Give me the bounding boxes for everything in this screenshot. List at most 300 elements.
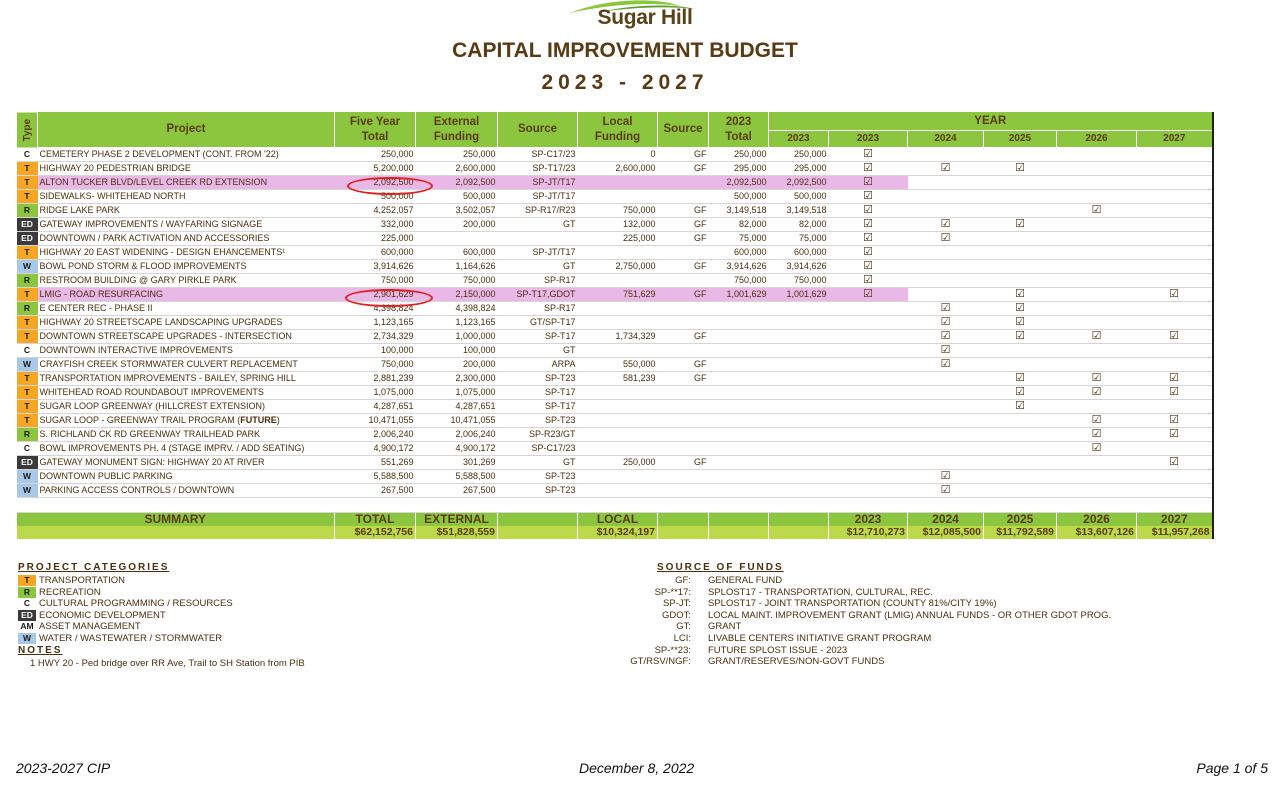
source-code: SP-R17/R23 xyxy=(498,204,578,218)
checkbox-2024 xyxy=(908,372,984,386)
external-funding: 1,075,000 xyxy=(416,386,498,400)
project-name: PARKING ACCESS CONTROLS / DOWNTOWN xyxy=(38,484,335,498)
summary-local-label: LOCAL xyxy=(578,513,658,527)
table-row xyxy=(17,162,1213,176)
summary-external-value: $51,828,559 xyxy=(416,526,498,539)
table-row xyxy=(17,218,1213,232)
local-funding: 132,000 xyxy=(578,218,658,232)
local-funding xyxy=(578,316,658,330)
checkbox-2024: ☑ xyxy=(908,358,984,372)
checkbox-2027: ☑ xyxy=(1137,386,1213,400)
summary-total-value: $62,152,756 xyxy=(335,526,416,539)
checkbox-2026 xyxy=(1057,358,1137,372)
external-funding: 2,150,000 xyxy=(416,288,498,302)
source-key: GT: xyxy=(676,621,691,633)
external-funding: 500,000 xyxy=(416,190,498,204)
external-funding: 2,006,240 xyxy=(416,428,498,442)
summary-2026-value: $13,607,126 xyxy=(1057,526,1137,539)
checkbox-2023 xyxy=(829,302,908,316)
source-header: Source xyxy=(498,112,578,148)
checkbox-2026: ☑ xyxy=(1057,442,1137,456)
table-row xyxy=(17,386,1213,400)
checkbox-2026 xyxy=(1057,232,1137,246)
table-row xyxy=(17,470,1213,484)
local-funding: 581,239 xyxy=(578,372,658,386)
checkbox-2026 xyxy=(1057,246,1137,260)
source-code: SP-T23 xyxy=(498,414,578,428)
checkbox-2026 xyxy=(1057,456,1137,470)
type-badge: T xyxy=(17,400,38,414)
project-name: DOWNTOWN / PARK ACTIVATION AND ACCESSORIES xyxy=(38,232,335,246)
total-2023 xyxy=(709,344,769,358)
header-row-top xyxy=(17,112,1213,131)
checkbox-2025: ☑ xyxy=(984,302,1057,316)
total-2023 xyxy=(709,400,769,414)
document-title: CAPITAL IMPROVEMENT BUDGET xyxy=(452,39,798,62)
total-2023 xyxy=(709,372,769,386)
checkbox-2026 xyxy=(1057,162,1137,176)
table-row xyxy=(17,484,1213,498)
type-badge: W xyxy=(17,470,38,484)
checkbox-2023: ☑ xyxy=(829,190,908,204)
five-year-total: 750,000 xyxy=(335,274,416,288)
local-funding: 1,734,329 xyxy=(578,330,658,344)
checkbox-2024: ☑ xyxy=(908,330,984,344)
project-name: ALTON TUCKER BLVD/LEVEL CREEK RD EXTENSION xyxy=(38,176,335,190)
source-code: GT xyxy=(498,456,578,470)
checkbox-2024 xyxy=(908,274,984,288)
summary-2025-label: 2025 xyxy=(984,513,1057,527)
checkbox-2023: ☑ xyxy=(829,288,908,302)
total-2023 xyxy=(709,358,769,372)
total-2023: 250,000 xyxy=(709,148,769,162)
source-code: GT xyxy=(498,344,578,358)
category-badge: T xyxy=(18,575,36,586)
external-funding: 3,502,057 xyxy=(416,204,498,218)
source-code: SP-C17/23 xyxy=(498,148,578,162)
category-label: TRANSPORTATION xyxy=(39,575,126,586)
local-source-code xyxy=(658,316,709,330)
local-source-code: GF xyxy=(658,358,709,372)
checkbox-2023: ☑ xyxy=(829,232,908,246)
checkbox-2026 xyxy=(1057,148,1137,162)
local-source-code xyxy=(658,176,709,190)
source-code: GT xyxy=(498,218,578,232)
project-name: E CENTER REC - PHASE II xyxy=(38,302,335,316)
source-code: SP-T17/23 xyxy=(498,162,578,176)
sub-2023-header: 2023 xyxy=(769,131,829,148)
checkbox-2027 xyxy=(1137,484,1213,498)
category-label: ASSET MANAGEMENT xyxy=(39,621,141,633)
checkbox-2025 xyxy=(984,442,1057,456)
source-description: LOCAL MAINT. IMPROVEMENT GRANT (LMIG) ANNUAL FUNDS - OR OTHER GDOT PROG. xyxy=(708,609,1112,621)
table-row xyxy=(17,176,1213,190)
checkbox-2023 xyxy=(829,414,908,428)
total-2023: 750,000 xyxy=(709,274,769,288)
year-2027-header: 2027 xyxy=(1137,131,1213,148)
source-code: SP-T17 xyxy=(498,330,578,344)
five-year-total-header: Five Year Total xyxy=(335,112,416,148)
total-2023: 3,914,626 xyxy=(709,260,769,274)
checkbox-2027 xyxy=(1137,204,1213,218)
local-funding: 225,000 xyxy=(578,232,658,246)
category-item xyxy=(18,598,233,609)
summary-2027-value: $11,957,268 xyxy=(1137,526,1213,539)
summary-label: SUMMARY xyxy=(17,513,335,527)
checkbox-2025: ☑ xyxy=(984,330,1057,344)
local-funding: 250,000 xyxy=(578,456,658,470)
total-2023: 500,000 xyxy=(709,190,769,204)
local-source-code xyxy=(658,386,709,400)
year-2023-amount xyxy=(769,456,829,470)
project-name: RIDGE LAKE PARK xyxy=(38,204,335,218)
project-name: TRANSPORTATION IMPROVEMENTS - BAILEY, SPRING HILL xyxy=(38,372,335,386)
type-badge: C xyxy=(17,442,38,456)
category-item xyxy=(18,633,222,644)
checkbox-2023 xyxy=(829,484,908,498)
logo-text: Sugar Hill xyxy=(597,6,693,29)
checkbox-2025: ☑ xyxy=(984,288,1057,302)
category-badge: ED xyxy=(18,610,36,621)
red-annotation-circle xyxy=(347,177,433,195)
category-item xyxy=(18,621,141,632)
checkbox-2027 xyxy=(1137,302,1213,316)
category-label: WATER / WASTEWATER / STORMWATER xyxy=(39,633,223,644)
checkbox-2027: ☑ xyxy=(1137,456,1213,470)
table-row xyxy=(17,330,1213,344)
year-2026-header: 2026 xyxy=(1057,131,1137,148)
checkbox-2025 xyxy=(984,358,1057,372)
table-row xyxy=(17,288,1213,302)
project-name: SIDEWALKS- WHITEHEAD NORTH xyxy=(38,190,335,204)
local-funding: 2,600,000 xyxy=(578,162,658,176)
year-2025-header: 2025 xyxy=(984,131,1057,148)
checkbox-2027 xyxy=(1137,442,1213,456)
five-year-total: 10,471,055 xyxy=(335,414,416,428)
checkbox-2023: ☑ xyxy=(829,260,908,274)
project-name: DOWNTOWN STREETSCAPE UPGRADES - INTERSECTION xyxy=(38,330,335,344)
checkbox-2027 xyxy=(1137,190,1213,204)
checkbox-2026 xyxy=(1057,470,1137,484)
checkbox-2026 xyxy=(1057,400,1137,414)
checkbox-2025 xyxy=(984,204,1057,218)
checkbox-2024: ☑ xyxy=(908,470,984,484)
type-badge: ED xyxy=(17,456,38,470)
checkbox-2027: ☑ xyxy=(1137,330,1213,344)
category-item xyxy=(18,575,125,586)
source-key: GF: xyxy=(675,575,691,586)
total-2023 xyxy=(709,302,769,316)
external-funding: 100,000 xyxy=(416,344,498,358)
total-2023 xyxy=(709,484,769,498)
five-year-total: 551,269 xyxy=(335,456,416,470)
source-code: SP-JT/T17 xyxy=(498,190,578,204)
checkbox-2025 xyxy=(984,344,1057,358)
project-name-bold: FUTURE xyxy=(240,415,277,425)
local-funding xyxy=(578,190,658,204)
checkbox-2023 xyxy=(829,470,908,484)
local-funding xyxy=(578,274,658,288)
five-year-total: 2,901,629 xyxy=(335,288,416,302)
capital-improvement-table xyxy=(16,112,1214,539)
summary-2027-label: 2027 xyxy=(1137,513,1213,527)
source-item xyxy=(590,621,1210,632)
checkbox-2025 xyxy=(984,428,1057,442)
local-source-code: GF xyxy=(658,218,709,232)
source-code: SP-R23/GT xyxy=(498,428,578,442)
table-row xyxy=(17,232,1213,246)
checkbox-2025 xyxy=(984,190,1057,204)
blank-row xyxy=(17,498,1213,513)
type-badge: C xyxy=(17,344,38,358)
checkbox-2023: ☑ xyxy=(829,218,908,232)
checkbox-2026 xyxy=(1057,288,1137,302)
five-year-total: 250,000 xyxy=(335,148,416,162)
checkbox-2025 xyxy=(984,260,1057,274)
checkbox-2027 xyxy=(1137,162,1213,176)
five-year-total: 332,000 xyxy=(335,218,416,232)
local-funding: 0 xyxy=(578,148,658,162)
external-funding-header: External Funding xyxy=(416,112,498,148)
year-2023-amount: 295,000 xyxy=(769,162,829,176)
five-year-total: 4,900,172 xyxy=(335,442,416,456)
five-year-total: 1,123,165 xyxy=(335,316,416,330)
five-year-total: 100,000 xyxy=(335,344,416,358)
year-2023-amount: 1,001,629 xyxy=(769,288,829,302)
checkbox-2023 xyxy=(829,456,908,470)
project-name: GATEWAY IMPROVEMENTS / WAYFARING SIGNAGE xyxy=(38,218,335,232)
local-source-code xyxy=(658,484,709,498)
local-funding xyxy=(578,484,658,498)
source-description: FUTURE SPLOST ISSUE - 2023 xyxy=(708,644,848,656)
year-2023-amount xyxy=(769,302,829,316)
checkbox-2024 xyxy=(908,176,984,190)
local-funding xyxy=(578,344,658,358)
category-badge: C xyxy=(18,598,36,609)
category-label: CULTURAL PROGRAMMING / RESOURCES xyxy=(39,598,233,610)
category-label: ECONOMIC DEVELOPMENT xyxy=(39,609,166,621)
checkbox-2026 xyxy=(1057,218,1137,232)
local-source-code xyxy=(658,344,709,358)
checkbox-2024 xyxy=(908,204,984,218)
source-item xyxy=(590,575,1210,586)
year-2023-amount xyxy=(769,330,829,344)
checkbox-2027: ☑ xyxy=(1137,414,1213,428)
source-code xyxy=(498,232,578,246)
category-item xyxy=(18,610,166,621)
year-2024-header: 2024 xyxy=(908,131,984,148)
local-source-code: GF xyxy=(658,456,709,470)
checkbox-2026: ☑ xyxy=(1057,330,1137,344)
local-source-code: GF xyxy=(658,288,709,302)
category-label: RECREATION xyxy=(39,586,101,598)
checkbox-2024: ☑ xyxy=(908,316,984,330)
checkbox-2024: ☑ xyxy=(908,162,984,176)
checkbox-2027 xyxy=(1137,176,1213,190)
project-name: DOWNTOWN INTERACTIVE IMPROVEMENTS xyxy=(38,344,335,358)
local-source-code: GF xyxy=(658,260,709,274)
type-badge: R xyxy=(17,428,38,442)
table-row xyxy=(17,204,1213,218)
external-funding: 600,000 xyxy=(416,246,498,260)
project-name xyxy=(38,414,335,428)
checkbox-2024 xyxy=(908,148,984,162)
year-2023-amount: 75,000 xyxy=(769,232,829,246)
source-code: SP-JT/T17 xyxy=(498,246,578,260)
table-row xyxy=(17,302,1213,316)
type-badge: T xyxy=(17,386,38,400)
external-funding: 2,600,000 xyxy=(416,162,498,176)
external-funding: 200,000 xyxy=(416,358,498,372)
external-funding: 1,123,165 xyxy=(416,316,498,330)
type-badge: T xyxy=(17,246,38,260)
checkbox-2024: ☑ xyxy=(908,302,984,316)
checkbox-2027 xyxy=(1137,148,1213,162)
external-funding: 4,398,824 xyxy=(416,302,498,316)
summary-labels-row xyxy=(17,513,1213,527)
year-2023-amount xyxy=(769,316,829,330)
external-funding xyxy=(416,232,498,246)
local-funding xyxy=(578,386,658,400)
project-name: DOWNTOWN PUBLIC PARKING xyxy=(38,470,335,484)
type-header: Type xyxy=(17,112,38,148)
total-2023 xyxy=(709,470,769,484)
year-2023-amount xyxy=(769,428,829,442)
external-funding: 10,471,055 xyxy=(416,414,498,428)
checkbox-2024 xyxy=(908,456,984,470)
year-group-header: YEAR xyxy=(769,112,1213,131)
total-2023: 3,149,518 xyxy=(709,204,769,218)
checkbox-2024 xyxy=(908,260,984,274)
type-badge: R xyxy=(17,274,38,288)
source-code: SP-T23 xyxy=(498,470,578,484)
five-year-total: 2,734,329 xyxy=(335,330,416,344)
source-item xyxy=(590,656,1210,667)
five-year-total: 1,075,000 xyxy=(335,386,416,400)
five-year-total: 2,006,240 xyxy=(335,428,416,442)
local-funding-header: Local Funding xyxy=(578,112,658,148)
external-funding: 4,900,172 xyxy=(416,442,498,456)
checkbox-2027 xyxy=(1137,358,1213,372)
checkbox-2023 xyxy=(829,386,908,400)
table-row xyxy=(17,260,1213,274)
checkbox-2023 xyxy=(829,344,908,358)
notes-title: NOTES xyxy=(18,645,63,656)
checkbox-2024: ☑ xyxy=(908,218,984,232)
checkbox-2025: ☑ xyxy=(984,372,1057,386)
external-funding: 1,000,000 xyxy=(416,330,498,344)
source-code: SP-T23 xyxy=(498,484,578,498)
local-funding xyxy=(578,246,658,260)
checkbox-2025 xyxy=(984,232,1057,246)
checkbox-2025 xyxy=(984,414,1057,428)
table-row xyxy=(17,148,1213,162)
checkbox-2024 xyxy=(908,190,984,204)
checkbox-2024 xyxy=(908,414,984,428)
table-row xyxy=(17,428,1213,442)
footer-page: Page 1 of 5 xyxy=(1196,760,1268,776)
project-name: HIGHWAY 20 STREETSCAPE LANDSCAPING UPGRADES xyxy=(38,316,335,330)
five-year-total: 4,252,057 xyxy=(335,204,416,218)
summary-local-value: $10,324,197 xyxy=(578,526,658,539)
source-item xyxy=(590,598,1210,609)
five-year-total: 5,588,500 xyxy=(335,470,416,484)
type-badge: R xyxy=(17,302,38,316)
type-badge: T xyxy=(17,330,38,344)
local-source-code: GF xyxy=(658,162,709,176)
checkbox-2024: ☑ xyxy=(908,484,984,498)
type-badge: R xyxy=(17,204,38,218)
source-key: GDOT: xyxy=(661,609,691,621)
checkbox-2026 xyxy=(1057,344,1137,358)
source-description: LIVABLE CENTERS INITIATIVE GRANT PROGRAM xyxy=(708,633,932,644)
local-source-code xyxy=(658,414,709,428)
checkbox-2023: ☑ xyxy=(829,274,908,288)
year-2023-amount xyxy=(769,372,829,386)
summary-2026-label: 2026 xyxy=(1057,513,1137,527)
source-item xyxy=(590,633,1210,644)
five-year-total: 4,287,651 xyxy=(335,400,416,414)
total-2023 xyxy=(709,386,769,400)
document-years: 2023 - 2027 xyxy=(541,71,709,94)
source-code: GT/SP-T17 xyxy=(498,316,578,330)
source-description: GRANT xyxy=(708,621,742,633)
source-code: ARPA xyxy=(498,358,578,372)
source-description: SPLOST17 - TRANSPORTATION, CULTURAL, REC. xyxy=(708,586,934,598)
checkbox-2025: ☑ xyxy=(984,386,1057,400)
table-row xyxy=(17,400,1213,414)
year-2023-amount: 82,000 xyxy=(769,218,829,232)
external-funding: 750,000 xyxy=(416,274,498,288)
table-row xyxy=(17,316,1213,330)
checkbox-2025 xyxy=(984,148,1057,162)
summary-2023-label: 2023 xyxy=(829,513,908,527)
type-badge: T xyxy=(17,162,38,176)
year-2023-amount: 3,149,518 xyxy=(769,204,829,218)
checkbox-2025 xyxy=(984,176,1057,190)
type-badge: T xyxy=(17,316,38,330)
local-source-code: GF xyxy=(658,232,709,246)
sugar-hill-logo xyxy=(540,0,750,36)
category-item xyxy=(18,587,101,598)
checkbox-2027 xyxy=(1137,400,1213,414)
external-funding: 250,000 xyxy=(416,148,498,162)
year-2023-amount: 750,000 xyxy=(769,274,829,288)
checkbox-2027 xyxy=(1137,274,1213,288)
local-source-code xyxy=(658,470,709,484)
local-funding: 2,750,000 xyxy=(578,260,658,274)
source-code: GT xyxy=(498,260,578,274)
project-name: BOWL POND STORM & FLOOD IMPROVEMENTS xyxy=(38,260,335,274)
summary-external-label: EXTERNAL xyxy=(416,513,498,527)
local-funding xyxy=(578,302,658,316)
five-year-total: 267,500 xyxy=(335,484,416,498)
checkbox-2025 xyxy=(984,456,1057,470)
total-2023 xyxy=(709,414,769,428)
total-2023 xyxy=(709,428,769,442)
project-name-text: SUGAR LOOP - GREENWAY TRAIL PROGRAM ( xyxy=(39,415,241,425)
checkbox-2026: ☑ xyxy=(1057,372,1137,386)
source-code: SP-T17 xyxy=(498,400,578,414)
local-source-code xyxy=(658,428,709,442)
source-code: SP-R17 xyxy=(498,302,578,316)
source-code: SP-C17/23 xyxy=(498,442,578,456)
total-2023 xyxy=(709,316,769,330)
checkbox-2023: ☑ xyxy=(829,162,908,176)
year-2023-amount xyxy=(769,414,829,428)
checkbox-2027 xyxy=(1137,260,1213,274)
checkbox-2027: ☑ xyxy=(1137,372,1213,386)
